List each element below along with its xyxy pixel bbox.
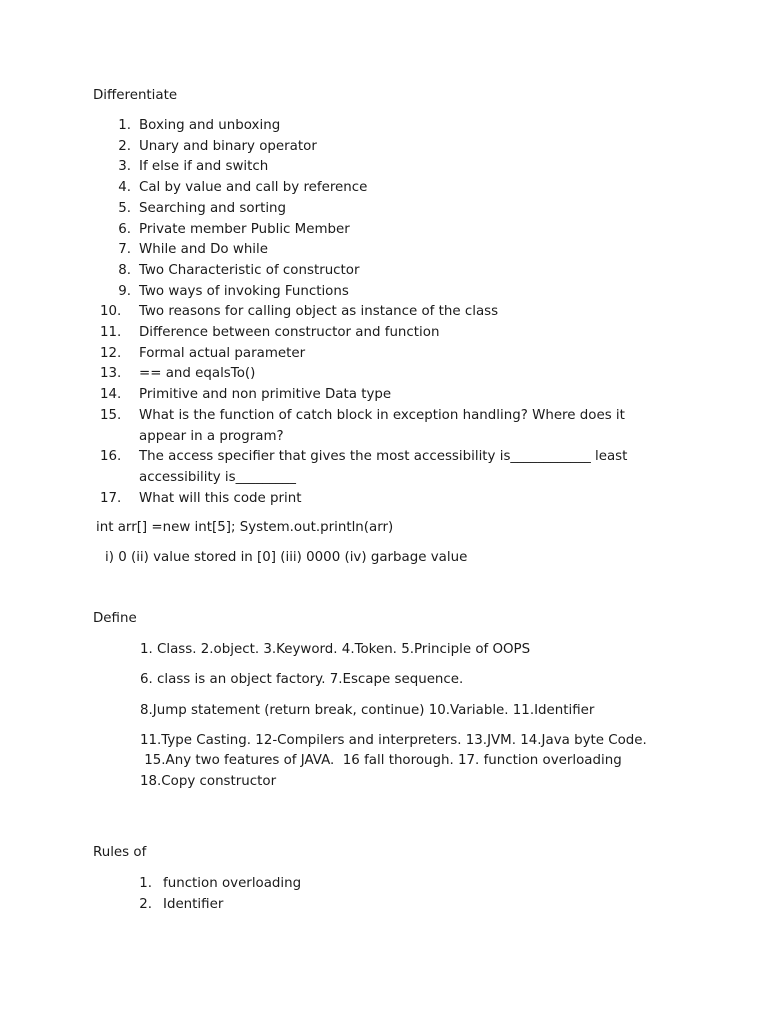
list-item: 4. Cal by value and call by reference <box>118 180 368 196</box>
list-item: 12. Formal actual parameter <box>100 345 306 361</box>
answer-options: i) 0 (ii) value stored in [0] (iii) 0000 (iv) garbage value <box>105 550 468 565</box>
code-line: int arr[] =new int[5]; System.out.println(arr) <box>96 520 394 535</box>
list-item: 15. What is the function of catch block in exception handling? Where does it appear in a program? <box>100 407 625 444</box>
list-item: 8. Two Characteristic of constructor <box>118 262 360 278</box>
define-line: 8.Jump statement (return break, continue) 10.Variable. 11.Identifier <box>140 703 595 718</box>
list-item: 1. Boxing and unboxing <box>118 118 281 133</box>
list-item: 3. If else if and switch <box>118 159 269 175</box>
list-item: 5. Searching and sorting <box>118 200 287 216</box>
list-item: 7. While and Do while <box>118 242 268 258</box>
list-item: 10. Two reasons for calling object as instance of the class <box>100 304 499 320</box>
list-item: 1. function overloading <box>139 876 302 891</box>
define-line: 11.Type Casting. 12-Compilers and interpreters. 13.JVM. 14.Java byte Code. <box>140 733 647 748</box>
list-item: 14. Primitive and non primitive Data type <box>100 387 392 403</box>
list-item: 16. The access specifier that gives the most accessibility is____________ least accessibility is_________ <box>100 449 628 485</box>
differentiate-list <box>0 116 680 509</box>
list-item: 2. Identifier <box>139 896 224 912</box>
differentiate-heading: Differentiate <box>93 88 178 103</box>
list-item: 9. Two ways of invoking Functions <box>118 283 349 299</box>
list-item: 11. Difference between constructor and function <box>100 325 440 341</box>
define-line: 1. Class. 2.object. 3.Keyword. 4.Token. 5.Principle of OOPS <box>140 642 531 657</box>
define-line: 15.Any two features of JAVA. 16 fall thorough. 17. function overloading <box>140 753 622 768</box>
list-item: 6. Private member Public Member <box>118 221 350 237</box>
rules-list <box>0 874 301 915</box>
define-line: 6. class is an object factory. 7.Escape sequence. <box>140 672 464 687</box>
list-item: 2. Unary and binary operator <box>118 138 317 154</box>
define-heading: Define <box>93 611 137 626</box>
list-item: 17. What will this code print <box>100 490 302 506</box>
define-line: 18.Copy constructor <box>140 774 277 789</box>
rules-heading: Rules of <box>93 845 147 860</box>
list-item: 13. == and eqalsTo() <box>100 366 256 382</box>
